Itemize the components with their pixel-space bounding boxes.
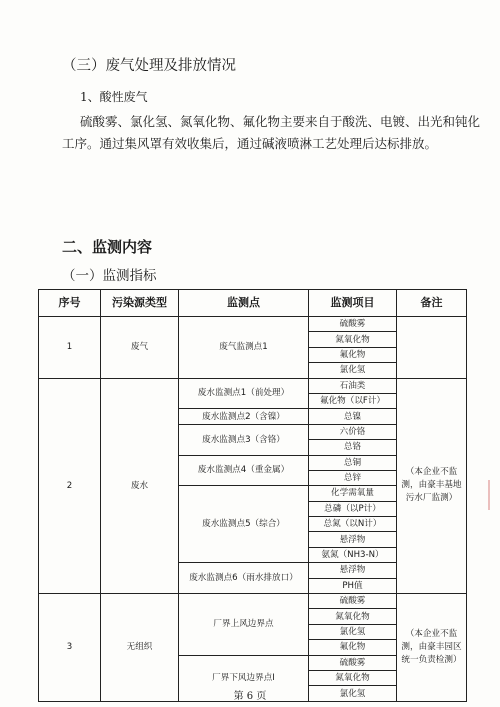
monitoring-point: 厂界上风边界点	[179, 594, 309, 656]
note-cell: （本企业不监测，由豪丰园区统一负责检测）	[397, 594, 467, 702]
header-no: 序号	[39, 290, 101, 317]
page-number: 第 6 页	[233, 691, 267, 702]
monitoring-table	[38, 289, 467, 702]
scan-mark	[488, 480, 494, 510]
monitoring-item: 石油类	[309, 378, 397, 393]
subsection-1-heading: 1、酸性废气	[80, 90, 148, 104]
monitoring-item: 氟化物（以F计）	[309, 393, 397, 408]
monitoring-item: 氮氧化物	[309, 332, 397, 347]
row-number: 2	[39, 378, 101, 593]
row-number: 3	[39, 594, 101, 702]
monitoring-point: 废气监测点1	[179, 317, 309, 379]
table-body	[39, 317, 467, 702]
source-type: 废水	[101, 378, 179, 593]
source-type: 无组织	[101, 594, 179, 702]
section-2-heading: 二、监测内容	[62, 238, 153, 256]
monitoring-item: 氨氮（NH3-N）	[309, 547, 397, 562]
monitoring-item: 悬浮物	[309, 532, 397, 547]
note-cell: （本企业不监测，由豪丰基地污水厂监测）	[397, 378, 467, 593]
monitoring-item: 氟化物	[309, 640, 397, 655]
monitoring-item: 悬浮物	[309, 563, 397, 578]
row-number: 1	[39, 317, 101, 379]
monitoring-item: 氯化氢	[309, 624, 397, 639]
table-row	[39, 594, 467, 609]
header-source-type: 污染源类型	[101, 290, 179, 317]
monitoring-point: 废水监测点5（综合）	[179, 486, 309, 563]
monitoring-item: 化学需氧量	[309, 486, 397, 501]
monitoring-item: PH值	[309, 578, 397, 593]
monitoring-point: 厂界下风边界点Ⅰ	[179, 655, 309, 701]
table-row	[39, 317, 467, 332]
monitoring-indicators-heading: （一）监测指标	[62, 268, 157, 284]
monitoring-point: 废水监测点1（前处理）	[179, 378, 309, 409]
monitoring-item: 总氮（以N计）	[309, 517, 397, 532]
monitoring-item: 总锌	[309, 470, 397, 485]
monitoring-item: 氯化氢	[309, 363, 397, 378]
monitoring-point: 废水监测点2（含镍）	[179, 409, 309, 424]
source-type: 废气	[101, 317, 179, 379]
header-monitoring-point: 监测点	[179, 290, 309, 317]
paragraph-line-1: 硫酸雾、氯化氢、氮氧化物、氟化物主要来自于酸洗、电镀、出光和钝化	[80, 114, 481, 129]
monitoring-item: 总磷（以P计）	[309, 501, 397, 516]
monitoring-item: 硫酸雾	[309, 594, 397, 609]
monitoring-point: 废水监测点3（含铬）	[179, 424, 309, 455]
paragraph-line-2: 工序。通过集风罩有效收集后，通过碱液喷淋工艺处理后达标排放。	[62, 136, 438, 151]
monitoring-item: 氯化氢	[309, 686, 397, 701]
monitoring-item: 氮氧化物	[309, 670, 397, 685]
monitoring-item: 硫酸雾	[309, 317, 397, 332]
header-monitoring-item: 监测项目	[309, 290, 397, 317]
monitoring-item: 总铬	[309, 440, 397, 455]
monitoring-point: 废水监测点6（雨水排放口）	[179, 563, 309, 594]
section-3-heading: （三）废气处理及排放情况	[62, 58, 236, 74]
monitoring-point: 废水监测点4（重金属）	[179, 455, 309, 486]
monitoring-item: 硫酸雾	[309, 655, 397, 670]
monitoring-item: 氟化物	[309, 347, 397, 362]
monitoring-item: 总镍	[309, 409, 397, 424]
monitoring-item: 总铜	[309, 455, 397, 470]
table-row	[39, 378, 467, 393]
monitoring-item: 六价铬	[309, 424, 397, 439]
header-note: 备注	[397, 290, 467, 317]
note-cell	[397, 317, 467, 379]
monitoring-item: 氮氧化物	[309, 609, 397, 624]
table-header-row	[39, 290, 467, 317]
